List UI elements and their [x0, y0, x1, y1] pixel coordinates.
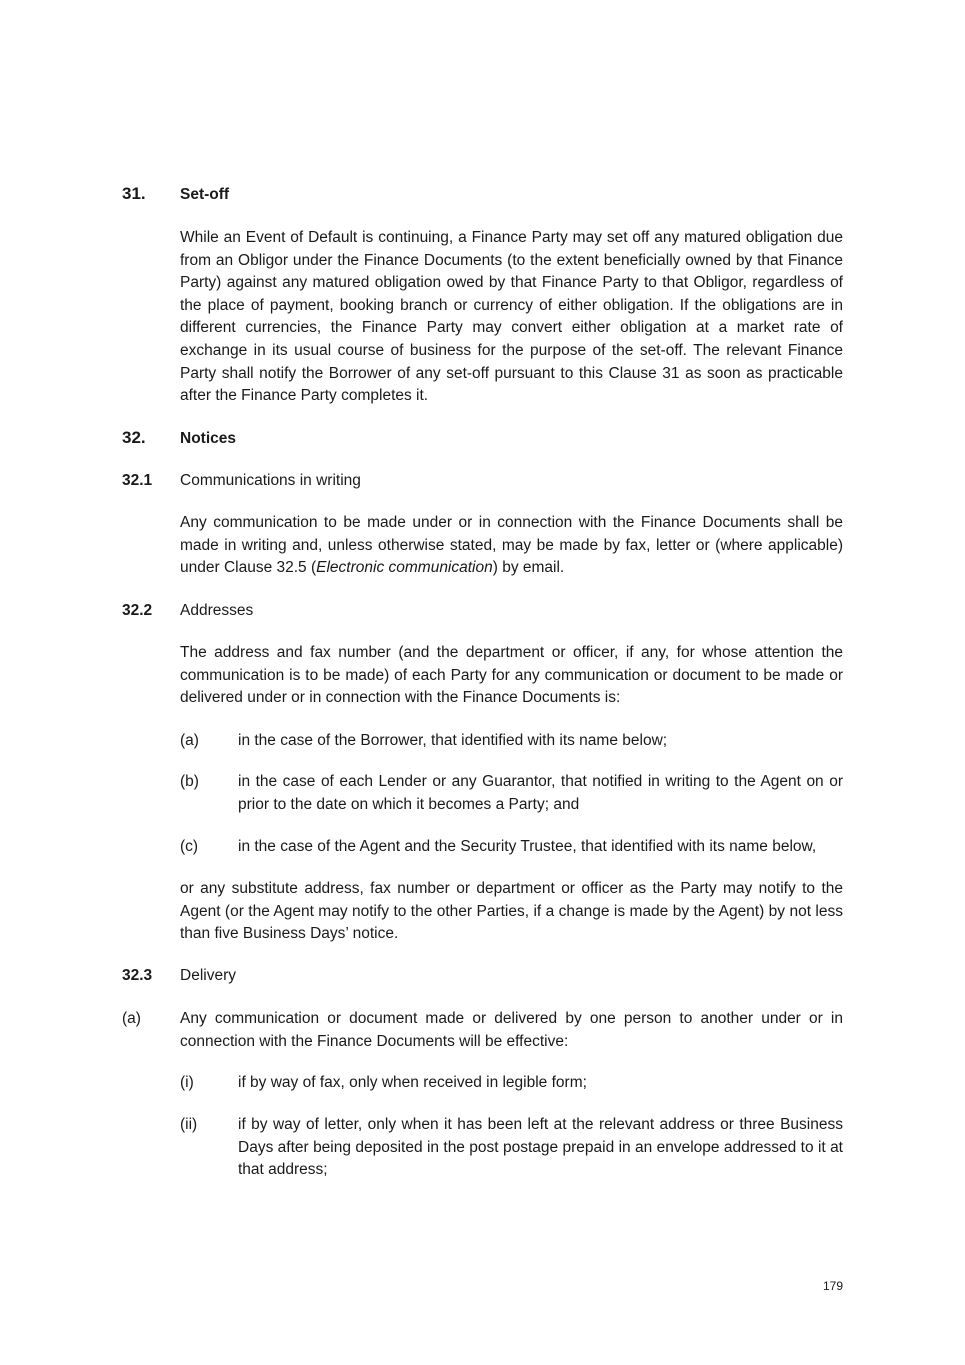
list-item-label: (a): [180, 732, 199, 749]
clause-32-3-title: Delivery: [180, 967, 236, 984]
list-item-label: (b): [180, 773, 199, 790]
list-item-label: (ii): [180, 1116, 198, 1133]
list-item-label: (i): [180, 1074, 194, 1091]
list-item-text: if by way of fax, only when received in legible form;: [238, 1074, 587, 1091]
page-number: 179: [822, 1279, 843, 1293]
clause-32-3-number: 32.3: [122, 967, 153, 984]
clause-31-number: 31.: [122, 184, 146, 203]
list-item-label: (c): [180, 838, 199, 855]
clause-31-text: While an Event of Default is continuing, a Finance Party may set off any matured obligation due from an Obligor under the Finance Documents (to the extent beneficially owned by that Finance Party) against any matured obligation owed by that Finance Party to that Obligor, regardless of the place of payment, booking branch or currency of either obligation. If the obligations are in different currencies, the Finance Party may convert either obligation at a market rate of exchange in its usual course of business for the purpose of the set-off. The relevant Finance Party shall notify the Borrower of any set-off pursuant to this Clause 31 as soon as practicable after the Finance Party completes it.: [180, 229, 843, 405]
list-item-text: in the case of the Borrower, that identified with its name below;: [238, 732, 668, 749]
clause-32-1-text-italic: Electronic communication: [316, 559, 493, 577]
clause-32-2-number: 32.2: [122, 602, 153, 619]
clause-32-1-title: Communications in writing: [180, 472, 361, 489]
list-item-text: if by way of letter, only when it has been left at the relevant address or three Business Days after being deposited in the post postage prepaid in an envelope addressed to it at that address;: [238, 1116, 843, 1179]
clause-32-2-intro: The address and fax number (and the department or officer, if any, for whose attention the communication is to be made) of each Party for any communication or document to be made or delivered under or in connection with the Finance Documents is:: [180, 644, 843, 707]
paragraph-a-text: Any communication or document made or delivered by one person to another under or in connection with the Finance Documents will be effective:: [180, 1010, 843, 1050]
list-item-text: in the case of the Agent and the Security Trustee, that identified with its name below,: [238, 838, 817, 855]
clause-32-title: Notices: [180, 430, 236, 447]
clause-32-1-number: 32.1: [122, 472, 153, 489]
paragraph-a-label: (a): [122, 1010, 141, 1027]
clause-32-1-text: [180, 512, 843, 580]
list-item-text: in the case of each Lender or any Guarantor, that notified in writing to the Agent on or prior to the date on which it becomes a Party; and: [238, 773, 843, 813]
clause-32-2-outro: or any substitute address, fax number or department or officer as the Party may notify to the Agent (or the Agent may notify to the other Parties, if a change is made by the Agent) by not less than five Business Days’ notice.: [180, 880, 843, 943]
clause-31-title: Set-off: [180, 186, 230, 203]
clause-32-2-title: Addresses: [180, 602, 254, 619]
clause-32-number: 32.: [122, 428, 146, 447]
clause-32-1-text-start: Any communication to be made under or in connection with the Finance Documents shall be made in writing and, unless otherwise stated, may be made by fax, letter or (where applicable) under Clause 32.5 (: [180, 514, 843, 577]
clause-32-1-text-end: ) by email.: [492, 559, 565, 577]
